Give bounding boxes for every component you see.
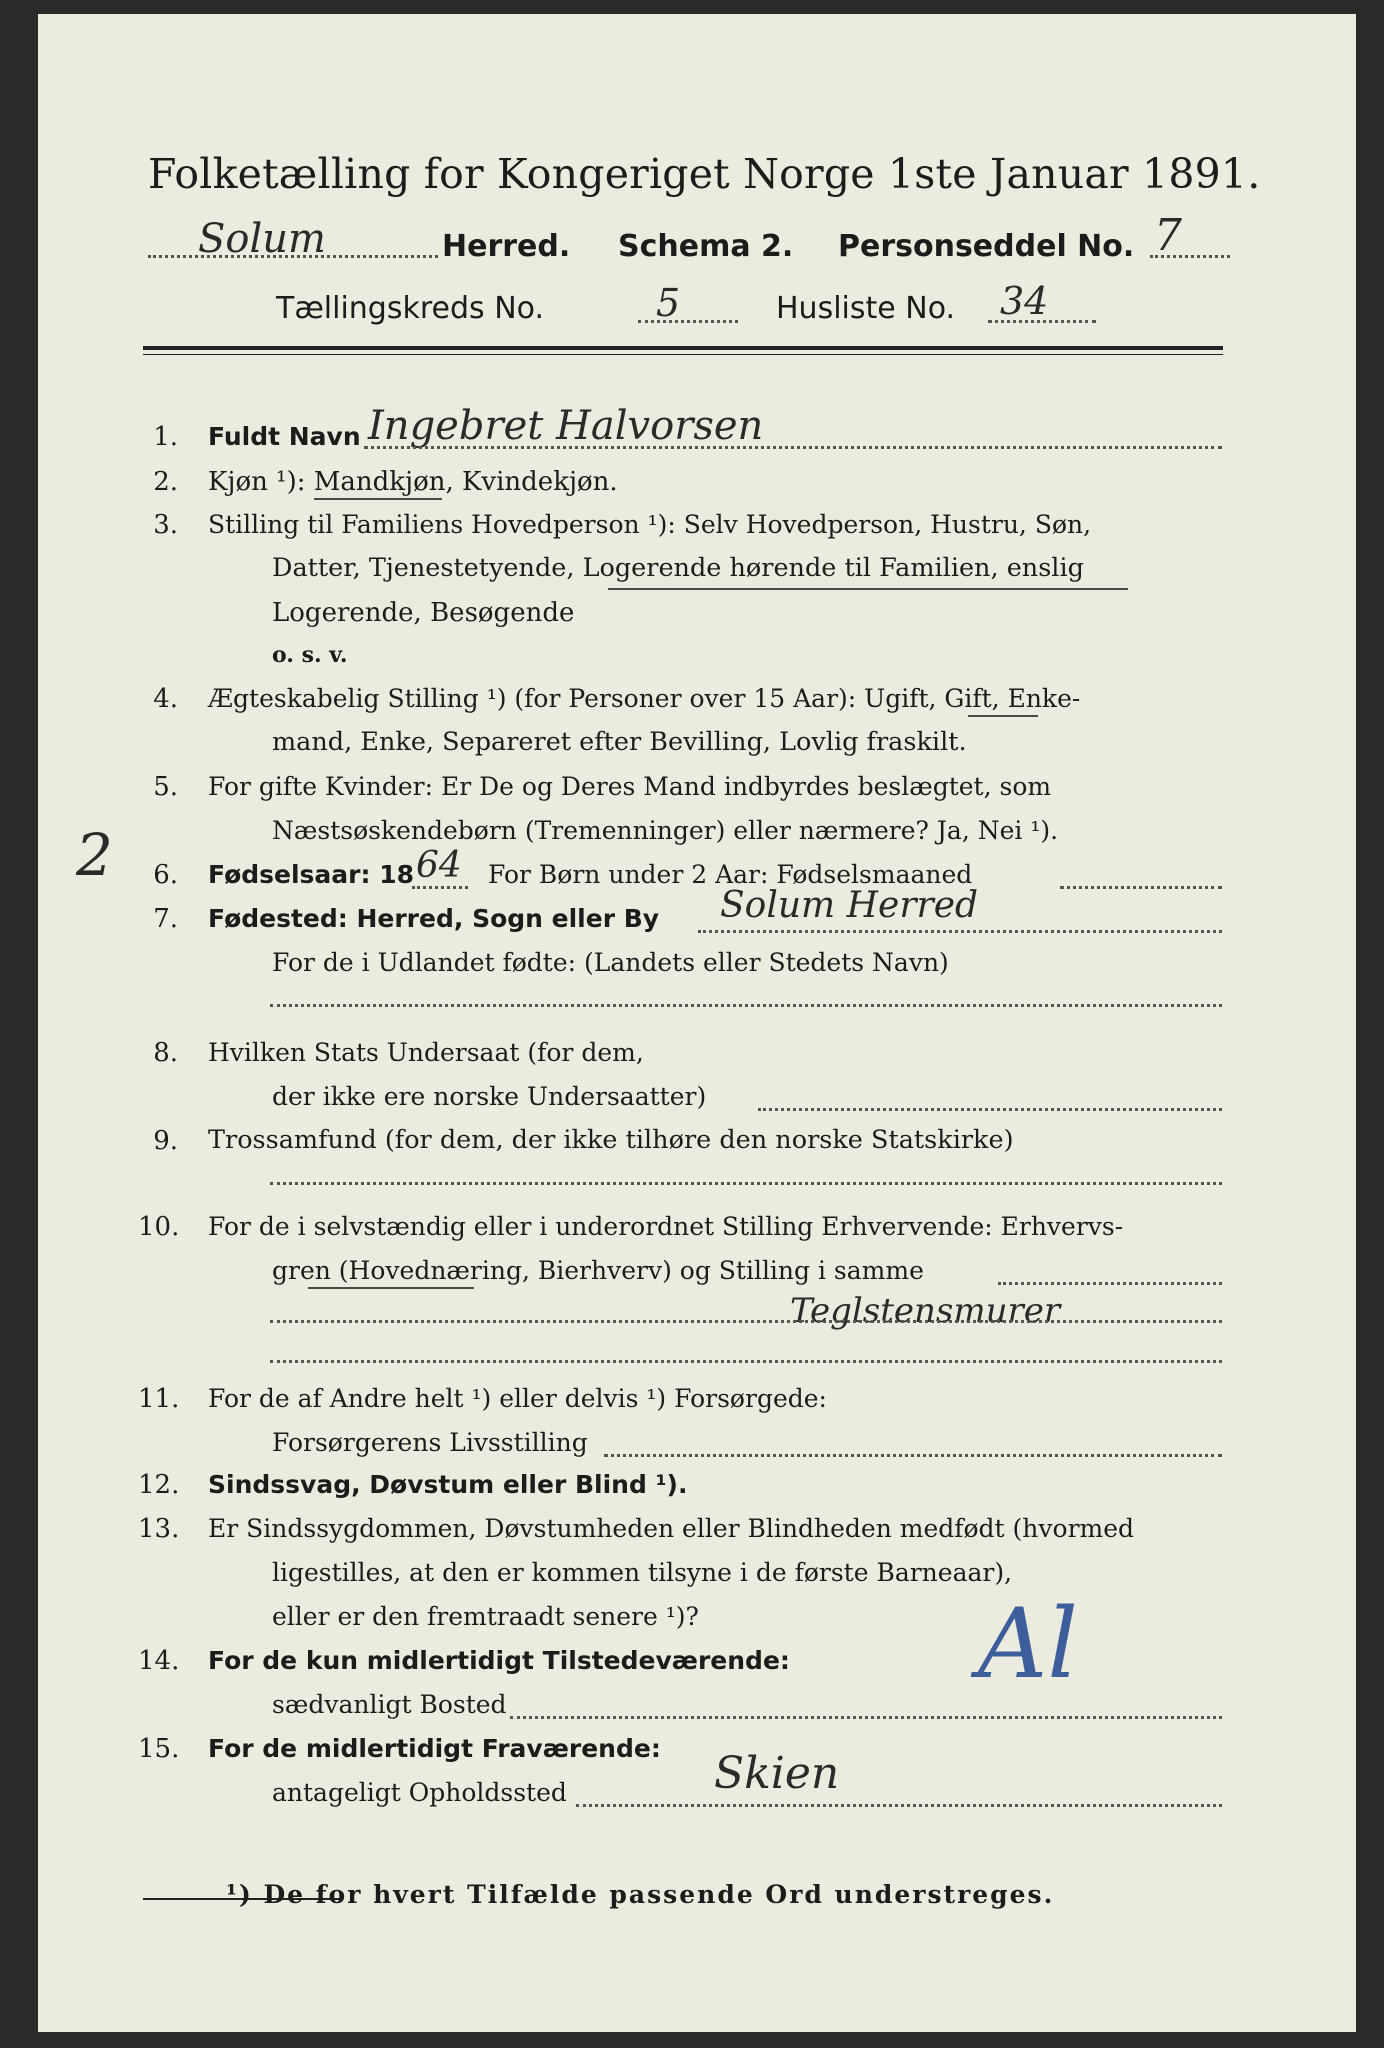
item-10-answer-occupation: Teglstensmurer	[790, 1291, 1061, 1331]
item-number: 4.	[153, 684, 178, 714]
item-number: 12.	[138, 1470, 180, 1500]
item-number: 11.	[138, 1384, 180, 1414]
item-13-line-3: eller er den fremtraadt senere ¹)?	[272, 1602, 699, 1631]
item-14-line-2: sædvanligt Bosted	[272, 1690, 507, 1719]
taellingskreds-label: Tællingskreds No.	[276, 291, 544, 326]
item-number: 1.	[153, 422, 178, 452]
item-15-dotline	[576, 1804, 1222, 1807]
item-10-dotline-1	[998, 1282, 1222, 1285]
item-3-line-3: Logerende, Besøgende	[272, 598, 575, 628]
item-9-line-1: Trossamfund (for dem, der ikke tilhøre den norske Statskirke)	[208, 1125, 1014, 1155]
item-8-dotline	[758, 1108, 1222, 1111]
personseddel-dotline	[1150, 255, 1230, 258]
item-7-line-2: For de i Udlandet fødte: (Landets eller Stedets Navn)	[272, 948, 949, 977]
taellingskreds-value: 5	[656, 281, 681, 325]
item-10-line-2: gren (Hovednæring, Bierhverv) og Stilling i samme	[272, 1256, 924, 1285]
item-9-dotline	[270, 1182, 1222, 1185]
item-11-line-1: For de af Andre helt ¹) eller delvis ¹) Forsørgede:	[208, 1384, 827, 1413]
item-1-dotline	[364, 446, 1222, 449]
form-title: Folketælling for Kongeriget Norge 1ste Januar 1891.	[148, 150, 1261, 198]
item-5-line-1: For gifte Kvinder: Er De og Deres Mand indbyrdes beslægtet, som	[208, 772, 1052, 801]
item-1-answer-name: Ingebret Halvorsen	[368, 403, 764, 449]
item-15-line-1: For de midlertidigt Fraværende:	[208, 1734, 661, 1763]
item-number: 9.	[153, 1126, 178, 1156]
item-number: 13.	[138, 1514, 180, 1544]
schema-label: Schema 2.	[618, 229, 794, 264]
item-10-dotline-2	[270, 1320, 1222, 1323]
margin-note: 2	[76, 821, 113, 889]
item-13-line-2: ligestilles, at den er kommen tilsyne i de første Barneaar),	[272, 1558, 1013, 1587]
item-6-dotline-year	[412, 886, 468, 889]
item-number: 2.	[153, 467, 178, 497]
underline-hovednaering	[308, 1287, 474, 1289]
item-2-text: Kjøn ¹): Mandkjøn, Kvindekjøn.	[208, 467, 618, 497]
husliste-label: Husliste No.	[776, 291, 956, 326]
header-rule-thin	[143, 354, 1223, 355]
item-8-line-2: der ikke ere norske Undersaatter)	[272, 1082, 707, 1111]
item-10-dotline-3	[270, 1360, 1222, 1363]
item-8-line-1: Hvilken Stats Undersaat (for dem,	[208, 1038, 644, 1067]
herred-dotline	[148, 255, 438, 258]
item-14-dotline	[510, 1716, 1222, 1719]
item-number: 8.	[153, 1038, 178, 1068]
item-7-dotline	[698, 930, 1222, 933]
item-6-dotline	[1060, 886, 1222, 889]
item-5-line-2: Næstsøskendebørn (Tremenninger) eller nærmere? Ja, Nei ¹).	[272, 816, 1059, 845]
item-3-line-4: o. s. v.	[272, 642, 348, 668]
item-number: 15.	[138, 1734, 180, 1764]
item-number: 7.	[153, 904, 178, 934]
item-number: 10.	[138, 1212, 180, 1242]
item-4-line-1: Ægteskabelig Stilling ¹) (for Personer over 15 Aar): Ugift, Gift, Enke-	[208, 684, 1081, 713]
item-14-line-1: For de kun midlertidigt Tilstedeværende:	[208, 1646, 790, 1675]
item-7-dotline-2	[270, 1004, 1222, 1007]
item-15-line-2: antageligt Opholdssted	[272, 1778, 567, 1807]
item-7-label: Fødested: Herred, Sogn eller By	[208, 904, 660, 933]
item-1-label: Fuldt Navn	[208, 422, 361, 451]
blue-pencil-mark: Al	[978, 1588, 1079, 1700]
personseddel-label: Personseddel No.	[838, 229, 1135, 264]
husliste-dotline	[988, 320, 1096, 323]
item-3-line-2: Datter, Tjenestetyende, Logerende hørende til Familien, enslig	[272, 553, 1084, 583]
item-number: 6.	[153, 860, 178, 890]
footnote: ¹) De for hvert Tilfælde passende Ord understreges.	[226, 1880, 1055, 1909]
underline-ugift	[968, 715, 1038, 717]
item-3-line-1: Stilling til Familiens Hovedperson ¹): Selv Hovedperson, Hustru, Søn,	[208, 510, 1092, 539]
herred-label: Herred.	[442, 229, 571, 264]
item-6-label: Fødselsaar: 18	[208, 860, 414, 889]
underline-logerende-horende	[608, 588, 1128, 590]
item-6-sub: For Børn under 2 Aar: Fødselsmaaned	[488, 860, 973, 889]
item-12-text: Sindssvag, Døvstum eller Blind ¹).	[208, 1470, 688, 1499]
item-number: 14.	[138, 1646, 180, 1676]
husliste-value: 34	[1000, 279, 1049, 323]
item-6-answer-year: 64	[416, 845, 462, 886]
item-7-answer-place: Solum Herred	[720, 885, 979, 926]
underline-mandkjon	[314, 498, 442, 500]
item-15-answer-place: Skien	[714, 1748, 840, 1799]
item-13-line-1: Er Sindssygdommen, Døvstumheden eller Blindheden medfødt (hvormed	[208, 1514, 1135, 1543]
herred-value: Solum	[198, 216, 326, 262]
item-number: 5.	[153, 772, 178, 802]
personseddel-value: 7	[1154, 210, 1182, 261]
item-11-line-2: Forsørgerens Livsstilling	[272, 1428, 588, 1457]
header-rule-thick	[143, 346, 1223, 350]
item-10-line-1: For de i selvstændig eller i underordnet Stilling Erhvervende: Erhvervs-	[208, 1212, 1124, 1241]
census-form-sheet	[38, 14, 1356, 2032]
item-11-dotline	[604, 1454, 1222, 1457]
item-4-line-2: mand, Enke, Separeret efter Bevilling, Lovlig fraskilt.	[272, 727, 967, 757]
item-number: 3.	[153, 510, 178, 540]
taellingskreds-dotline	[638, 320, 738, 323]
